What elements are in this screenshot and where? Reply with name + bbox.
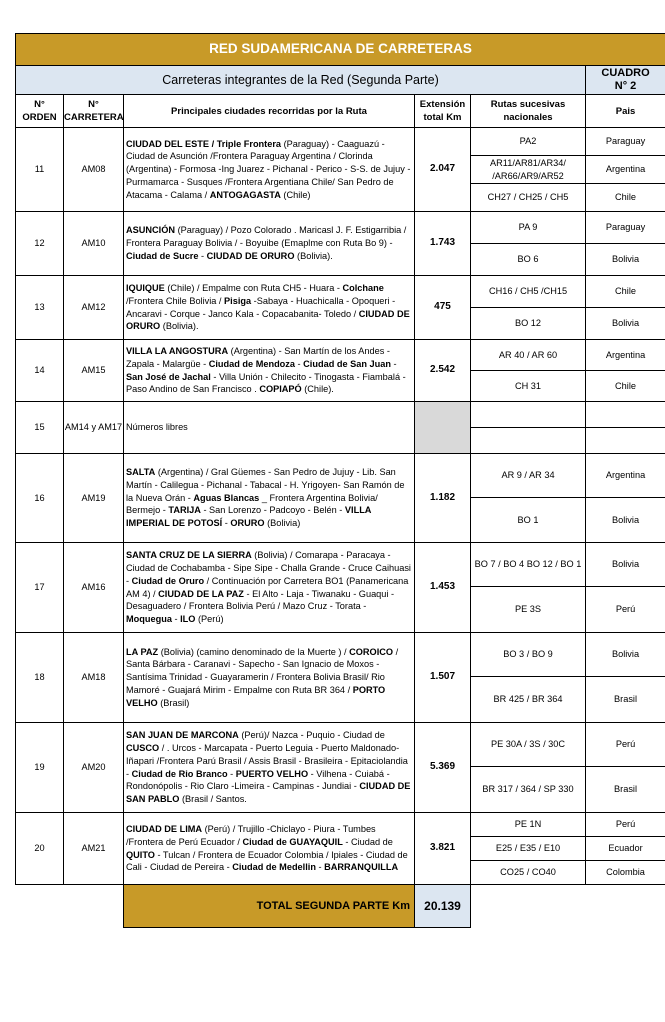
km-cell: 2.047 xyxy=(415,128,471,212)
cuadro-line2: N° 2 xyxy=(614,80,637,92)
city-bold-text: VILLA IMPERIAL DE POTOSÍ xyxy=(126,505,372,529)
route-text: - xyxy=(227,768,236,779)
ciudades-cell xyxy=(124,633,415,723)
city-bold-text: Moquegua xyxy=(126,614,172,625)
km-cell: 1.743 xyxy=(415,212,471,276)
route-text: - xyxy=(222,518,231,529)
carretera-cell: AM18 xyxy=(64,633,124,723)
city-bold-text: LA PAZ xyxy=(126,646,159,657)
ruta-cell: AR 9 / AR 34 xyxy=(471,454,586,498)
header-ciudades: Principales ciudades recorridas por la Ruta xyxy=(124,95,415,128)
table-row xyxy=(16,543,665,587)
carretera-cell: AM15 xyxy=(64,340,124,402)
page-title: RED SUDAMERICANA DE CARRETERAS xyxy=(16,34,665,66)
table-row xyxy=(16,454,665,498)
city-bold-text: CIUDAD DE SAN PABLO xyxy=(126,781,411,805)
table-row xyxy=(16,128,665,156)
city-bold-text: Ciudad de Medellin xyxy=(232,862,316,873)
route-text: (Bolivia). xyxy=(294,250,333,261)
table-row xyxy=(16,633,665,677)
table-row xyxy=(16,723,665,767)
orden-cell: 17 xyxy=(16,543,64,633)
route-text: (Brasil) xyxy=(157,697,190,708)
city-bold-text: IQUIQUE xyxy=(126,282,165,293)
km-cell: 3.821 xyxy=(415,813,471,885)
city-bold-text: SANTA CRUZ DE LA SIERRA xyxy=(126,550,252,561)
pais-cell: Bolivia xyxy=(586,244,665,276)
km-cell: 2.542 xyxy=(415,340,471,402)
route-text: -Sabaya - Huachicalla - Opoqueri - Ancaravi - Corque - Janco Kala - Copacabanita- Toledo / xyxy=(126,295,396,319)
header-km: Extensión total Km xyxy=(415,95,471,128)
route-text: (Perú)/ Nazca - Puquio - Ciudad de xyxy=(238,730,385,741)
route-text: (Bolivia) xyxy=(264,518,301,529)
city-bold-text: BARRANQUILLA xyxy=(324,862,399,873)
route-text: - xyxy=(315,862,325,873)
pais-cell: Argentina xyxy=(586,454,665,498)
pais-cell: Chile xyxy=(586,184,665,212)
city-bold-text: CIUDAD DE ORURO xyxy=(126,308,410,332)
pais-cell: Perú xyxy=(586,587,665,633)
ruta-cell: BO 7 / BO 4 BO 12 / BO 1 xyxy=(471,543,586,587)
route-text: Números libres xyxy=(126,422,188,433)
ruta-cell: BO 1 xyxy=(471,498,586,543)
city-bold-text: COROICO xyxy=(349,646,394,657)
pais-cell: Chile xyxy=(586,276,665,308)
route-text: (Chile) / Empalme con Ruta CH5 - Huara - xyxy=(164,282,343,293)
pais-cell: Bolivia xyxy=(586,498,665,543)
cuadro-line1: CUADRO xyxy=(601,67,650,79)
ruta-cell: PE 1N xyxy=(471,813,586,837)
route-text: / . Urcos - Marcapata - Puerto Leguia - Puerto Maldonado- Iñapari /Frontera Parú Brasil / Assis Brasil - Brasileira - Epitaciolandia - xyxy=(126,742,408,779)
ruta-cell: CH16 / CH5 /CH15 xyxy=(471,276,586,308)
pais-cell: Bolivia xyxy=(586,308,665,340)
table-subtitle: Carreteras integrantes de la Red (Segunda Parte) xyxy=(16,66,586,95)
city-bold-text: VILLA LA ANGOSTURA xyxy=(126,345,229,356)
route-text: - xyxy=(171,614,181,625)
city-bold-text: CIUDAD DE ORURO xyxy=(206,250,295,261)
orden-cell: 19 xyxy=(16,723,64,813)
ruta-cell: CH 31 xyxy=(471,371,586,402)
route-text: _ Frontera Argentina Bolivia/ Bermejo - xyxy=(126,492,378,516)
carretera-cell: AM08 xyxy=(64,128,124,212)
city-bold-text: COPIAPÓ xyxy=(259,384,302,395)
pais-cell: Perú xyxy=(586,723,665,767)
header-orden: N° ORDEN xyxy=(16,95,64,128)
carretera-cell: AM16 xyxy=(64,543,124,633)
city-bold-text: ASUNCIÓN xyxy=(126,225,176,236)
orden-cell: 18 xyxy=(16,633,64,723)
km-cell: 5.369 xyxy=(415,723,471,813)
pais-cell: Argentina xyxy=(586,340,665,371)
pais-cell: Paraguay xyxy=(586,212,665,244)
orden-cell: 16 xyxy=(16,454,64,543)
ciudades-cell xyxy=(124,723,415,813)
orden-cell: 13 xyxy=(16,276,64,340)
route-text: - Villa Unión - Chilecito - Tinogasta - Fiambalá - Paso Andino de San Francisco . xyxy=(126,371,406,395)
city-bold-text: San José de Jachal xyxy=(126,371,211,382)
pais-cell: Chile xyxy=(586,371,665,402)
carretera-cell: AM14 y AM17 xyxy=(64,402,124,454)
ruta-cell: AR 40 / AR 60 xyxy=(471,340,586,371)
city-bold-text: CUSCO xyxy=(126,742,160,753)
ruta-cell: PA 9 xyxy=(471,212,586,244)
city-bold-text: PUERTO VELHO xyxy=(235,768,309,779)
table-row xyxy=(16,276,665,308)
city-bold-text: Aguas Blancas xyxy=(193,492,260,503)
route-text: - San Lorenzo - Padcoyo - Belén - xyxy=(200,505,345,516)
pais-cell xyxy=(586,402,665,428)
city-bold-text: CIUDAD DEL ESTE / Triple Frontera xyxy=(126,138,282,149)
carretera-cell: AM21 xyxy=(64,813,124,885)
pais-cell: Paraguay xyxy=(586,128,665,156)
ruta-cell: BO 6 xyxy=(471,244,586,276)
city-bold-text: QUITO xyxy=(126,849,155,860)
cuadro-label xyxy=(586,66,665,95)
city-bold-text: Ciudad de Rio Branco xyxy=(131,768,228,779)
orden-cell: 20 xyxy=(16,813,64,885)
ruta-cell: BR 317 / 364 / SP 330 xyxy=(471,767,586,813)
city-bold-text: CIUDAD DE LA PAZ xyxy=(158,588,244,599)
ciudades-cell xyxy=(124,402,415,454)
route-text: (Bolivia) (camino denominado de la Muerte ) / xyxy=(158,646,350,657)
city-bold-text: Ciudad de Sucre xyxy=(126,250,199,261)
route-text: - Ciudad de xyxy=(342,836,393,847)
header-carretera: N° CARRETERA xyxy=(64,95,124,128)
route-text: /Frontera Chile Bolivia / xyxy=(126,295,225,306)
city-bold-text: TARIJA xyxy=(168,505,201,516)
route-text: - xyxy=(198,250,207,261)
total-value: 20.139 xyxy=(415,885,471,928)
city-bold-text: Ciudad de San Juan xyxy=(303,358,391,369)
route-text: (Chile) xyxy=(280,189,311,200)
route-text: (Chile). xyxy=(301,384,334,395)
pais-cell: Brasil xyxy=(586,677,665,723)
pais-cell: Perú xyxy=(586,813,665,837)
orden-cell: 15 xyxy=(16,402,64,454)
ruta-cell: BR 425 / BR 364 xyxy=(471,677,586,723)
pais-cell: Ecuador xyxy=(586,837,665,861)
orden-cell: 11 xyxy=(16,128,64,212)
route-text: - Vilhena - Cuiabá - Rondonópolis - Rio Claro -Limeira - Campinas - Jundiai - xyxy=(126,768,390,792)
ciudades-cell xyxy=(124,813,415,885)
km-cell: 475 xyxy=(415,276,471,340)
route-text: / Continuación por Carretera BO1 (Panamericana AM 4) / xyxy=(126,575,409,599)
ruta-cell xyxy=(471,428,586,454)
carretera-cell: AM12 xyxy=(64,276,124,340)
route-text: - El Alto - Laja - Tiwanaku - Guaqui - Desaguadero / Frontera Bolivia Perú / Mazo Cruz - Torata - xyxy=(126,588,395,612)
route-text: (Argentina) - San Martín de los Andes - Zapala - Malargüe - xyxy=(126,345,390,369)
table-row xyxy=(16,212,665,244)
ruta-cell: PE 3S xyxy=(471,587,586,633)
route-text: - Tulcan / Frontera de Ecuador Colombia / Ipiales - Ciudad de Cali - Ciudad de Pereira - xyxy=(126,849,408,873)
route-text: (Brasil / Santos. xyxy=(179,794,247,805)
ruta-cell xyxy=(471,402,586,428)
ruta-cell: PE 30A / 3S / 30C xyxy=(471,723,586,767)
city-bold-text: PORTO VELHO xyxy=(126,684,386,708)
ciudades-cell xyxy=(124,340,415,402)
ruta-cell: PA2 xyxy=(471,128,586,156)
route-text: - xyxy=(295,358,304,369)
ciudades-cell xyxy=(124,543,415,633)
ruta-cell: BO 12 xyxy=(471,308,586,340)
route-text: (Bolivia). xyxy=(160,321,199,332)
ciudades-cell xyxy=(124,212,415,276)
city-bold-text: SALTA xyxy=(126,467,156,477)
pais-cell: Bolivia xyxy=(586,543,665,587)
km-cell: 1.507 xyxy=(415,633,471,723)
carretera-cell: AM10 xyxy=(64,212,124,276)
route-text: (Argentina) / Gral Güemes - San Pedro de Jujuy - Lib. San Martín - Calilegua - Pichanal - Tabacal - H. Yrigoyen- San Ramón de la Nueva Orán - xyxy=(126,467,405,503)
pais-cell: Argentina xyxy=(586,156,665,184)
city-bold-text: ANTOGAGASTA xyxy=(209,189,281,200)
orden-cell: 12 xyxy=(16,212,64,276)
header-pais: Pais xyxy=(586,95,665,128)
route-text: (Paraguay) - Caaguazú - Ciudad de Asunción /Frontera Paraguay Argentina / Clorinda (Argentina) - Formosa -Ing Juarez - Pichanal - Perico - S-S. de Jujuy - Purmamarca - Susques /Frontera Argentiana Chile/ San Pedro de Atacama - Calama / xyxy=(126,138,411,200)
city-bold-text: Pisiga xyxy=(224,295,252,306)
ruta-cell: BO 3 / BO 9 xyxy=(471,633,586,677)
table-row xyxy=(16,402,665,428)
route-text: (Perú) / Trujillo -Chiclayo - Piura - Tumbes /Frontera de Perú Ecuador / xyxy=(126,823,376,847)
ciudades-cell xyxy=(124,276,415,340)
pais-cell xyxy=(586,428,665,454)
table-row xyxy=(16,813,665,837)
city-bold-text: Ciudad de Oruro xyxy=(131,575,205,586)
route-text: / Santa Bárbara - Caranavi - Sapecho - San Ignacio de Moxos - Santísima Trinidad - Guayaramerin / Frontera Bolivia Brasil/ Rio Mamoré - Guajará Mirim - Empalme con Ruta BR 364 / xyxy=(126,646,399,695)
table-row xyxy=(16,340,665,371)
route-text: (Perú) xyxy=(195,614,224,625)
km-cell xyxy=(415,402,471,454)
km-cell: 1.182 xyxy=(415,454,471,543)
ruta-cell: AR11/AR81/AR34/ /AR66/AR9/AR52 xyxy=(471,156,586,184)
ruta-cell: CH27 / CH25 / CH5 xyxy=(471,184,586,212)
city-bold-text: Ciudad de Mendoza xyxy=(208,358,295,369)
orden-cell: 14 xyxy=(16,340,64,402)
roads-table xyxy=(15,33,665,885)
route-text: - xyxy=(390,358,397,369)
ciudades-cell xyxy=(124,128,415,212)
route-text: (Bolivia) / Comarapa - Paracaya - Ciudad de Cochabamba - Sipe Sipe - Challa Grande - Cruce Caihuasi - xyxy=(126,550,411,586)
city-bold-text: Ciudad de GUAYAQUIL xyxy=(242,836,343,847)
route-text: (Paraguay) / Pozo Colorado . Maricasl J. F. Estigarribia / Frontera Paraguay Bolivia / - Boyuibe (Emaplme con Ruta Bo 9) - xyxy=(126,225,407,249)
total-table xyxy=(123,884,471,928)
ruta-cell: E25 / E35 / E10 xyxy=(471,837,586,861)
city-bold-text: CIUDAD DE LIMA xyxy=(126,823,203,834)
ruta-cell: CO25 / CO40 xyxy=(471,861,586,885)
header-rutas: Rutas sucesivas nacionales xyxy=(471,95,586,128)
pais-cell: Bolivia xyxy=(586,633,665,677)
km-cell: 1.453 xyxy=(415,543,471,633)
total-label: TOTAL SEGUNDA PARTE Km xyxy=(124,885,415,928)
city-bold-text: ORURO xyxy=(230,518,265,529)
carretera-cell: AM20 xyxy=(64,723,124,813)
carretera-cell: AM19 xyxy=(64,454,124,543)
city-bold-text: Colchane xyxy=(342,282,384,293)
pais-cell: Colombia xyxy=(586,861,665,885)
city-bold-text: SAN JUAN DE MARCONA xyxy=(126,730,239,741)
ciudades-cell xyxy=(124,454,415,543)
city-bold-text: ILO xyxy=(180,614,196,625)
pais-cell: Brasil xyxy=(586,767,665,813)
